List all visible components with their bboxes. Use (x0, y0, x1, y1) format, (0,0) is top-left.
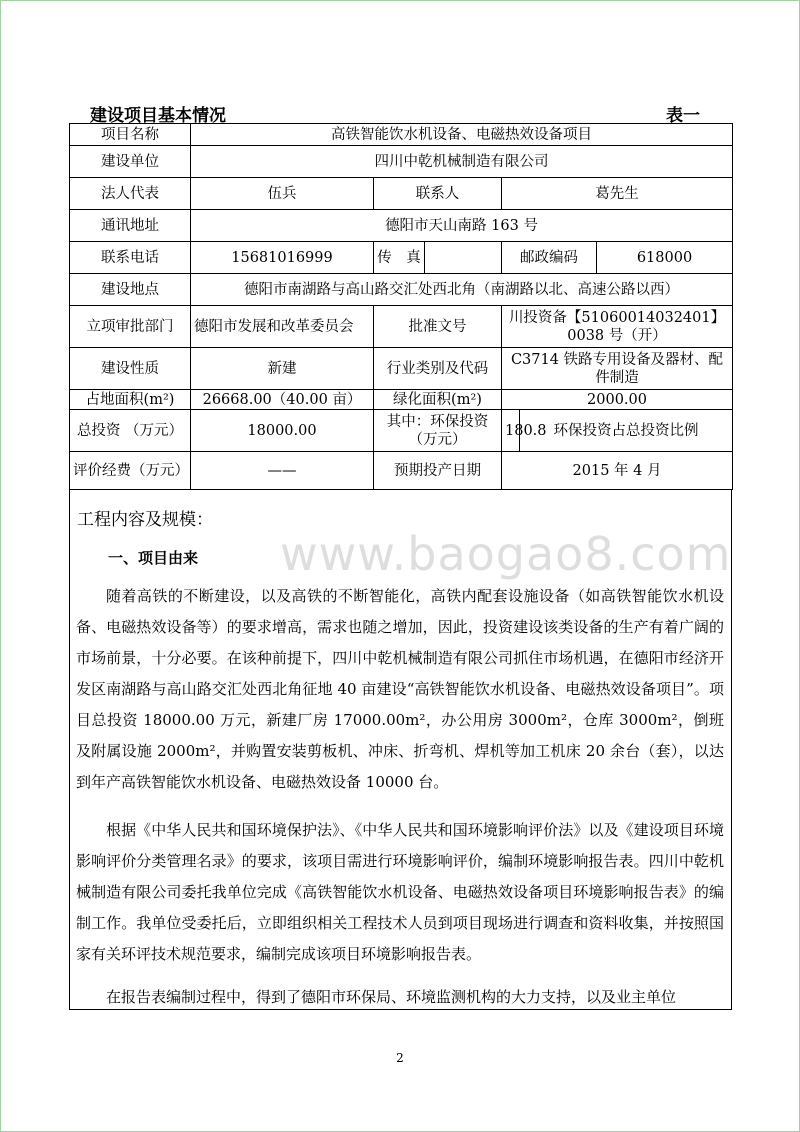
phone-label: 联系电话 (70, 242, 191, 274)
date-label: 预期投产日期 (374, 452, 502, 490)
paragraph: 随着高铁的不断建设，以及高铁的不断智能化，高铁内配套设施设备（如高铁智能饮水机设备、电磁热效设备等）的要求增高，需求也随之增加，因此，投资建设该类设备的生产有着广阔的市场前景，十分必要。在该种前提下，四川中乾机械制造有限公司抓住市场机遇，在德阳市经济开发区南湖路与高山路交汇处西北角征地 40 亩建设“高铁智能饮水机设备、电磁热效设备项目”。项目总投资 18000.00 万元，新建厂房 17000.00m²，办公用房 3000m²，仓库 3000m²，倒班及附属设施 2000m²，并购置安装剪板机、冲床、折弯机、焊机等加工机床 20 余台（套），以达到年产高铁智能饮水机设备、电磁热效设备 10000 台。 (76, 587, 724, 791)
project-name-value: 高铁智能饮水机设备、电磁热效设备项目 (191, 124, 733, 146)
fee-value: —— (191, 452, 374, 490)
section-title: 工程内容及规模： (77, 510, 213, 530)
fax-label: 传 真 (374, 242, 425, 274)
contact-label: 联系人 (374, 178, 502, 210)
unit-label: 建设单位 (70, 146, 191, 178)
invest-label: 总投资 （万元） (70, 410, 191, 452)
green-label: 绿化面积(m²) (374, 390, 502, 410)
industry-label: 行业类别及代码 (374, 348, 502, 390)
industry-value: C3714 铁路专用设备及器材、配件制造 (502, 348, 733, 390)
approval-doc-value: 川投资备【51060014032401】0038 号（开） (502, 306, 733, 348)
contact-value: 葛先生 (502, 178, 733, 210)
unit-value: 四川中乾机械制造有限公司 (191, 146, 733, 178)
approval-doc-label: 批准文号 (374, 306, 502, 348)
area-label: 占地面积(m²) (70, 390, 191, 410)
approval-dept-label: 立项审批部门 (70, 306, 191, 348)
page-title: 建设项目基本情况 (90, 106, 226, 126)
legal-rep-label: 法人代表 (70, 178, 191, 210)
env-invest-label: 其中：环保投资 （万元） (374, 410, 502, 452)
ratio-label: 环保投资占总投资比例 (520, 410, 733, 452)
paragraph: 在报告表编制过程中，得到了德阳市环保局、环境监测机构的大力支持，以及业主单位 (106, 988, 677, 1006)
nature-label: 建设性质 (70, 348, 191, 390)
address-label: 通讯地址 (70, 210, 191, 242)
project-info-table (69, 123, 733, 490)
watermark: www.baogao8.com (280, 527, 732, 581)
site-value: 德阳市南湖路与高山路交汇处西北角（南湖路以北、高速公路以西） (191, 274, 733, 306)
legal-rep-value: 伍兵 (191, 178, 374, 210)
subsection-title: 一、项目由来 (108, 549, 199, 567)
postcode-value: 618000 (597, 242, 733, 274)
fee-label: 评价经费（万元） (70, 452, 191, 490)
green-value: 2000.00 (502, 390, 733, 410)
area-value: 26668.00（40.00 亩） (191, 390, 374, 410)
env-invest-value: 180.8 (502, 410, 520, 452)
address-value: 德阳市天山南路 163 号 (191, 210, 733, 242)
table-label: 表一 (666, 106, 700, 126)
phone-value: 15681016999 (191, 242, 374, 274)
paragraph: 根据《中华人民共和国环境保护法》、《中华人民共和国环境影响评价法》以及《建设项目环境影响评价分类管理名录》的要求，该项目需进行环境影响评价，编制环境影响报告表。四川中乾机械制造有限公司委托我单位完成《高铁智能饮水机设备、电磁热效设备项目环境影响报告表》的编制工作。我单位受委托后，立即组织相关工程技术人员到项目现场进行调查和资料收集，并按照国家有关环评技术规范要求，编制完成该项目环境影响报告表。 (76, 821, 724, 963)
approval-dept-value: 德阳市发展和改革委员会 (191, 306, 374, 348)
page-number: 2 (396, 1051, 404, 1065)
date-value: 2015 年 4 月 (502, 452, 733, 490)
invest-value: 18000.00 (191, 410, 374, 452)
fax-value (425, 242, 502, 274)
project-name-label: 项目名称 (70, 124, 191, 146)
site-label: 建设地点 (70, 274, 191, 306)
nature-value: 新建 (191, 348, 374, 390)
postcode-label: 邮政编码 (502, 242, 597, 274)
